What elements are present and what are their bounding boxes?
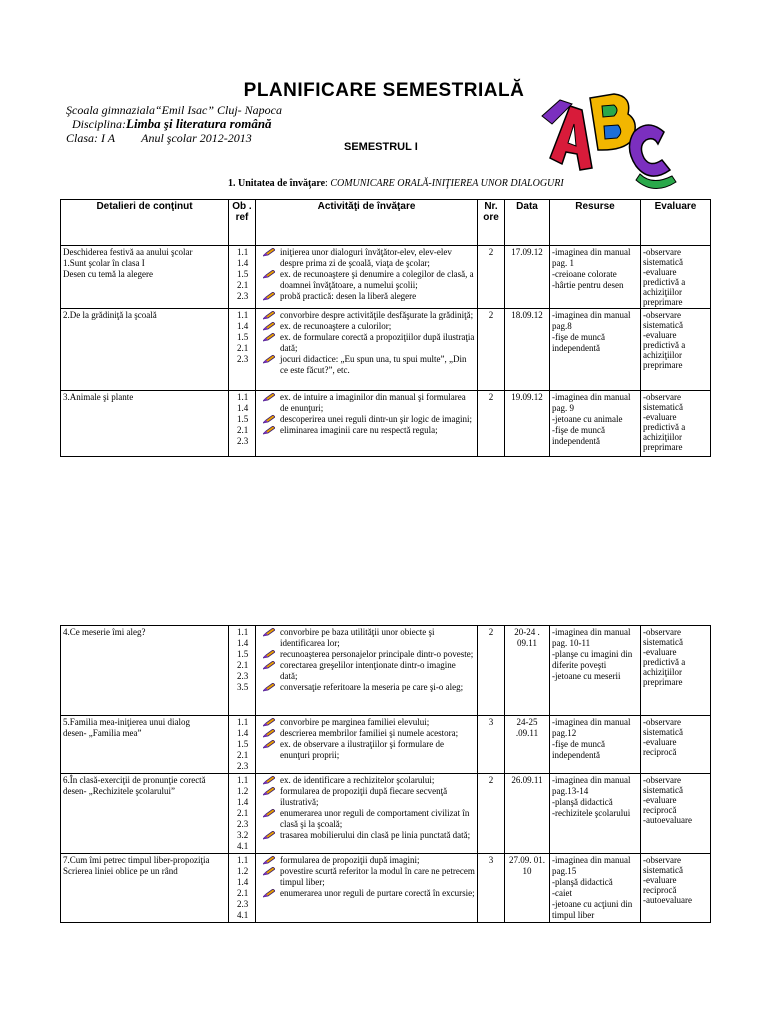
activity-item — [258, 414, 475, 425]
resources-cell — [550, 246, 641, 309]
activity-text: conversaţie referitoare la meseria pe care şi-o aleg; — [280, 682, 464, 692]
objective-code: 4.1 — [237, 910, 249, 920]
activity-text: recunoaşterea personajelor principale dintr-o poveste; — [280, 649, 474, 659]
content-line: desen- „Rechizitele şcolarului” — [63, 786, 175, 796]
unit-separator: : — [325, 178, 328, 189]
pencil-bullet-icon — [263, 889, 275, 898]
content-cell — [61, 716, 229, 774]
resource-item: -planşă didactică — [552, 877, 613, 887]
table-row — [61, 774, 711, 854]
content-cell — [61, 774, 229, 854]
activity-item — [258, 808, 475, 830]
pencil-bullet-icon — [263, 718, 275, 727]
pencil-bullet-icon — [263, 787, 275, 796]
evaluation-item: -autoevaluare — [643, 815, 692, 825]
objective-code: 2.3 — [237, 761, 249, 771]
activity-item — [258, 291, 475, 302]
content-line: 5.Familia mea-iniţierea unui dialog — [63, 717, 190, 727]
objectives-cell — [229, 309, 256, 391]
evaluation-cell — [641, 391, 711, 457]
date-cell: 18.09.12 — [505, 309, 550, 391]
resource-item: -jetoane cu meserii — [552, 671, 621, 681]
activity-text: probă practică: desen la liberă alegere — [280, 291, 417, 301]
activities-cell — [256, 626, 478, 716]
evaluation-cell — [641, 309, 711, 391]
objectives-cell — [229, 716, 256, 774]
content-line: 2.De la grădiniţă la şcoală — [63, 310, 157, 320]
activities-cell — [256, 309, 478, 391]
pencil-bullet-icon — [263, 650, 275, 659]
content-line: 4.Ce meserie îmi aleg? — [63, 627, 146, 637]
evaluation-cell — [641, 774, 711, 854]
content-line: 7.Cum îmi petrec timpul liber-propoziţia — [63, 855, 210, 865]
resource-item: -planşă didactică — [552, 797, 613, 807]
objective-code: 2.3 — [237, 819, 249, 829]
objective-code: 3.2 — [237, 830, 249, 840]
semester-title: SEMESTRUL I — [344, 141, 418, 153]
activity-text: formularea de propoziţii după fiecare secvenţă ilustrativă; — [280, 786, 448, 807]
objective-code: 4.1 — [237, 841, 249, 851]
evaluation-item: -observare sistematică — [643, 247, 683, 267]
activity-text: povestire scurtă referitor la modul în care ne petrecem timpul liber; — [280, 866, 475, 887]
activity-item — [258, 775, 475, 786]
activities-cell — [256, 774, 478, 854]
evaluation-item: -autoevaluare — [643, 895, 692, 905]
unit-heading — [228, 178, 564, 189]
table-row — [61, 391, 711, 457]
objective-code: 2.1 — [237, 750, 249, 760]
pencil-bullet-icon — [263, 393, 275, 402]
resources-cell — [550, 774, 641, 854]
activity-text: descrierea membrilor familiei şi numele acestora; — [280, 728, 459, 738]
evaluation-cell — [641, 854, 711, 923]
objective-code: 1.4 — [237, 258, 249, 268]
class-year — [66, 131, 252, 146]
content-cell — [61, 246, 229, 309]
resource-item: -imaginea din manual pag. 1 — [552, 247, 631, 268]
content-line: Scrierea liniei oblice pe un rând — [63, 866, 178, 876]
content-line: 3.Animale şi plante — [63, 392, 134, 402]
objective-code: 1.1 — [237, 775, 249, 785]
activity-item — [258, 855, 475, 866]
date-cell: 17.09.12 — [505, 246, 550, 309]
evaluation-item: -observare sistematică — [643, 627, 683, 647]
activity-text: ex. de observare a ilustraţiilor şi formulare de enunţuri proprii; — [280, 739, 444, 760]
evaluation-cell — [641, 626, 711, 716]
activity-text: ex. de identificare a rechizitelor şcolarului; — [280, 775, 435, 785]
date-cell: 19.09.12 — [505, 391, 550, 457]
objectives-cell — [229, 774, 256, 854]
date-cell: 20-24 . 09.11 — [505, 626, 550, 716]
resource-item: -imaginea din manual pag.15 — [552, 855, 631, 876]
evaluation-item: -observare sistematică — [643, 310, 683, 330]
objective-code: 1.1 — [237, 855, 249, 865]
activity-item — [258, 649, 475, 660]
activity-item — [258, 310, 475, 321]
evaluation-item: -evaluare predictivă a achiziţiilor preprimare — [643, 330, 686, 370]
objectives-cell — [229, 246, 256, 309]
pencil-bullet-icon — [263, 729, 275, 738]
objective-code: 1.4 — [237, 321, 249, 331]
resource-item: -imaginea din manual pag.8 — [552, 310, 631, 331]
resource-item: -fişe de muncă independentă — [552, 739, 605, 760]
content-line: Deschiderea festivă aa anului şcolar — [63, 247, 193, 257]
activity-item — [258, 866, 475, 888]
resource-item: -fişe de muncă independentă — [552, 425, 605, 446]
pencil-bullet-icon — [263, 628, 275, 637]
evaluation-item: -evaluare predictivă a achiziţiilor preprimare — [643, 647, 686, 687]
planning-table-page1 — [60, 199, 711, 457]
evaluation-item: -observare sistematică — [643, 717, 683, 737]
objective-code: 1.4 — [237, 797, 249, 807]
school-year: Anul şcolar 2012-2013 — [141, 131, 252, 145]
objective-code: 1.1 — [237, 247, 249, 257]
activity-text: corectarea greşelilor intenţionate dintr-o imagine dată; — [280, 660, 456, 681]
discipline — [72, 116, 272, 132]
content-cell — [61, 854, 229, 923]
hours-cell: 3 — [478, 716, 505, 774]
activity-text: iniţierea unor dialoguri învăţător-elev, elev-elev despre prima zi de şcoală, viaţa de şcolar; — [280, 247, 452, 268]
pencil-bullet-icon — [263, 809, 275, 818]
objective-code: 1.4 — [237, 638, 249, 648]
activity-item — [258, 332, 475, 354]
column-header: Data — [505, 200, 550, 246]
objectives-cell — [229, 391, 256, 457]
pencil-bullet-icon — [263, 292, 275, 301]
resources-cell — [550, 626, 641, 716]
unit-number: 1. — [228, 178, 236, 189]
objective-code: 2.1 — [237, 888, 249, 898]
pencil-bullet-icon — [263, 426, 275, 435]
table-row — [61, 246, 711, 309]
objective-code: 1.1 — [237, 717, 249, 727]
activity-text: convorbire despre activităţile desfăşurate la grădiniţă; — [280, 310, 474, 320]
pencil-bullet-icon — [263, 355, 275, 364]
activity-text: eliminarea imaginii care nu respectă regula; — [280, 425, 438, 435]
objective-code: 1.5 — [237, 739, 249, 749]
evaluation-item: -evaluare reciprocă — [643, 875, 677, 895]
evaluation-item: -evaluare reciprocă — [643, 737, 677, 757]
resource-item: -fişe de muncă independentă — [552, 332, 605, 353]
activity-text: ex. de recunoaştere a culorilor; — [280, 321, 392, 331]
objective-code: 2.3 — [237, 671, 249, 681]
pencil-bullet-icon — [263, 248, 275, 257]
unit-label: Unitatea de învăţare — [238, 178, 326, 189]
letter-a-shape — [542, 100, 592, 170]
table-row — [61, 716, 711, 774]
table-row — [61, 626, 711, 716]
hours-cell: 2 — [478, 391, 505, 457]
activity-item — [258, 717, 475, 728]
evaluation-item: -observare sistematică — [643, 392, 683, 412]
activity-item — [258, 739, 475, 761]
content-line: Desen cu temă la alegere — [63, 269, 153, 279]
resources-cell — [550, 391, 641, 457]
evaluation-item: -evaluare predictivă a achiziţiilor preprimare — [643, 412, 686, 452]
unit-title: COMUNICARE ORALĂ-INIŢIEREA UNOR DIALOGURI — [330, 178, 564, 189]
discipline-value: Limba şi literatura română — [126, 116, 272, 131]
activity-item — [258, 321, 475, 332]
activity-text: jocuri didactice: „Eu spun una, tu spui multe”, „Din ce este făcut?”, etc. — [280, 354, 467, 375]
resources-cell — [550, 309, 641, 391]
objective-code: 2.3 — [237, 291, 249, 301]
resource-item: -imaginea din manual pag. 9 — [552, 392, 631, 413]
resources-cell — [550, 716, 641, 774]
objective-code: 1.1 — [237, 627, 249, 637]
objective-code: 2.3 — [237, 354, 249, 364]
activity-text: ex. de formulare corectă a propoziţiilor după ilustraţia dată; — [280, 332, 475, 353]
objective-code: 3.5 — [237, 682, 249, 692]
activity-item — [258, 269, 475, 291]
resource-item: -planşe cu imagini din diferite poveşti — [552, 649, 633, 670]
pencil-bullet-icon — [263, 856, 275, 865]
pencil-bullet-icon — [263, 311, 275, 320]
hours-cell: 2 — [478, 309, 505, 391]
objective-code: 1.5 — [237, 269, 249, 279]
pencil-bullet-icon — [263, 322, 275, 331]
column-header: Resurse — [550, 200, 641, 246]
objective-code: 2.1 — [237, 660, 249, 670]
objective-code: 1.5 — [237, 332, 249, 342]
objective-code: 1.4 — [237, 728, 249, 738]
activities-cell — [256, 854, 478, 923]
date-cell: 27.09. 01. 10 — [505, 854, 550, 923]
activity-item — [258, 682, 475, 693]
activity-item — [258, 425, 475, 436]
planning-table-page2 — [60, 625, 711, 923]
page-title: PLANIFICARE SEMESTRIALĂ — [243, 80, 525, 101]
activity-text: enumerarea unor reguli de purtare corectă în excursie; — [280, 888, 475, 898]
resource-item: -creioane colorate — [552, 269, 617, 279]
letter-c-shape — [629, 125, 676, 189]
objectives-cell — [229, 626, 256, 716]
activity-item — [258, 728, 475, 739]
evaluation-item: -evaluare predictivă a achiziţiilor preprimare — [643, 267, 686, 307]
letter-b-shape — [590, 94, 635, 150]
resources-cell — [550, 854, 641, 923]
abc-letters-logo — [540, 88, 680, 198]
table-row — [61, 854, 711, 923]
activity-text: convorbire pe marginea familiei elevului; — [280, 717, 430, 727]
table-header-row — [61, 200, 711, 246]
resource-item: -jetoane cu animale — [552, 414, 623, 424]
objective-code: 2.1 — [237, 280, 249, 290]
content-cell — [61, 309, 229, 391]
column-header: Nr. ore — [478, 200, 505, 246]
pencil-bullet-icon — [263, 867, 275, 876]
objective-code: 1.4 — [237, 877, 249, 887]
content-cell — [61, 391, 229, 457]
objectives-cell — [229, 854, 256, 923]
evaluation-cell — [641, 716, 711, 774]
objective-code: 1.1 — [237, 310, 249, 320]
objective-code: 1.2 — [237, 866, 249, 876]
evaluation-item: -observare sistematică — [643, 855, 683, 875]
content-line: 6.În clasă-exerciţii de pronunţie corectă — [63, 775, 206, 785]
activity-text: ex. de recunoaştere şi denumire a colegilor de clasă, a doamnei învăţătoare, a numelui şcolii; — [280, 269, 474, 290]
resource-item: -rechizitele şcolarului — [552, 808, 631, 818]
date-cell: 24-25 .09.11 — [505, 716, 550, 774]
pencil-bullet-icon — [263, 831, 275, 840]
resource-item: -caiet — [552, 888, 572, 898]
date-cell: 26.09.11 — [505, 774, 550, 854]
pencil-bullet-icon — [263, 415, 275, 424]
activity-item — [258, 830, 475, 841]
resource-item: -jetoane cu acţiuni din timpul liber — [552, 899, 633, 920]
objective-code: 1.5 — [237, 649, 249, 659]
objective-code: 2.1 — [237, 343, 249, 353]
hours-cell: 2 — [478, 626, 505, 716]
objective-code: 2.1 — [237, 425, 249, 435]
content-line: 1.Sunt şcolar în clasa I — [63, 258, 145, 268]
activities-cell — [256, 716, 478, 774]
objective-code: 1.4 — [237, 403, 249, 413]
activity-item — [258, 392, 475, 414]
objective-code: 2.3 — [237, 436, 249, 446]
activity-item — [258, 786, 475, 808]
resource-item: -imaginea din manual pag.13-14 — [552, 775, 631, 796]
hours-cell: 2 — [478, 774, 505, 854]
pencil-bullet-icon — [263, 661, 275, 670]
resource-item: -hârtie pentru desen — [552, 280, 624, 290]
column-header: Detalieri de conţinut — [61, 200, 229, 246]
content-line: desen- „Familia mea” — [63, 728, 142, 738]
discipline-label: Disciplina: — [72, 117, 126, 131]
content-cell — [61, 626, 229, 716]
activities-cell — [256, 246, 478, 309]
activity-text: convorbire pe baza utilităţii unor obiecte şi identificarea lor; — [280, 627, 435, 648]
column-header: Activităţi de învăţare — [256, 200, 478, 246]
pencil-bullet-icon — [263, 270, 275, 279]
resource-item: -imaginea din manual pag.12 — [552, 717, 631, 738]
pencil-bullet-icon — [263, 740, 275, 749]
activity-item — [258, 888, 475, 899]
activity-item — [258, 354, 475, 376]
column-header: Evaluare — [641, 200, 711, 246]
resource-item: -imaginea din manual pag. 10-11 — [552, 627, 631, 648]
activity-text: ex. de intuire a imaginilor din manual şi formularea de enunţuri; — [280, 392, 466, 413]
objective-code: 2.3 — [237, 899, 249, 909]
class-label: Clasa: I A — [66, 131, 116, 145]
pencil-bullet-icon — [263, 333, 275, 342]
activity-text: trasarea mobilierului din clasă pe linia punctată dată; — [280, 830, 471, 840]
activities-cell — [256, 391, 478, 457]
pencil-bullet-icon — [263, 683, 275, 692]
activity-text: formularea de propoziţii după imagini; — [280, 855, 420, 865]
objective-code: 1.1 — [237, 392, 249, 402]
activity-item — [258, 627, 475, 649]
activity-text: enumerarea unor reguli de comportament civilizat în clasă şi la şcoală; — [280, 808, 470, 829]
objective-code: 1.2 — [237, 786, 249, 796]
pencil-bullet-icon — [263, 776, 275, 785]
objective-code: 1.5 — [237, 414, 249, 424]
evaluation-cell — [641, 246, 711, 309]
activity-item — [258, 247, 475, 269]
school-name: Şcoala gimnaziala“Emil Isac” Cluj- Napoca — [66, 103, 282, 117]
evaluation-item: -observare sistematică — [643, 775, 683, 795]
hours-cell: 3 — [478, 854, 505, 923]
objective-code: 2.1 — [237, 808, 249, 818]
table-row — [61, 309, 711, 391]
evaluation-item: -evaluare reciprocă — [643, 795, 677, 815]
activity-item — [258, 660, 475, 682]
column-header: Ob . ref — [229, 200, 256, 246]
hours-cell: 2 — [478, 246, 505, 309]
activity-text: descoperirea unei reguli dintr-un şir logic de imagini; — [280, 414, 473, 424]
